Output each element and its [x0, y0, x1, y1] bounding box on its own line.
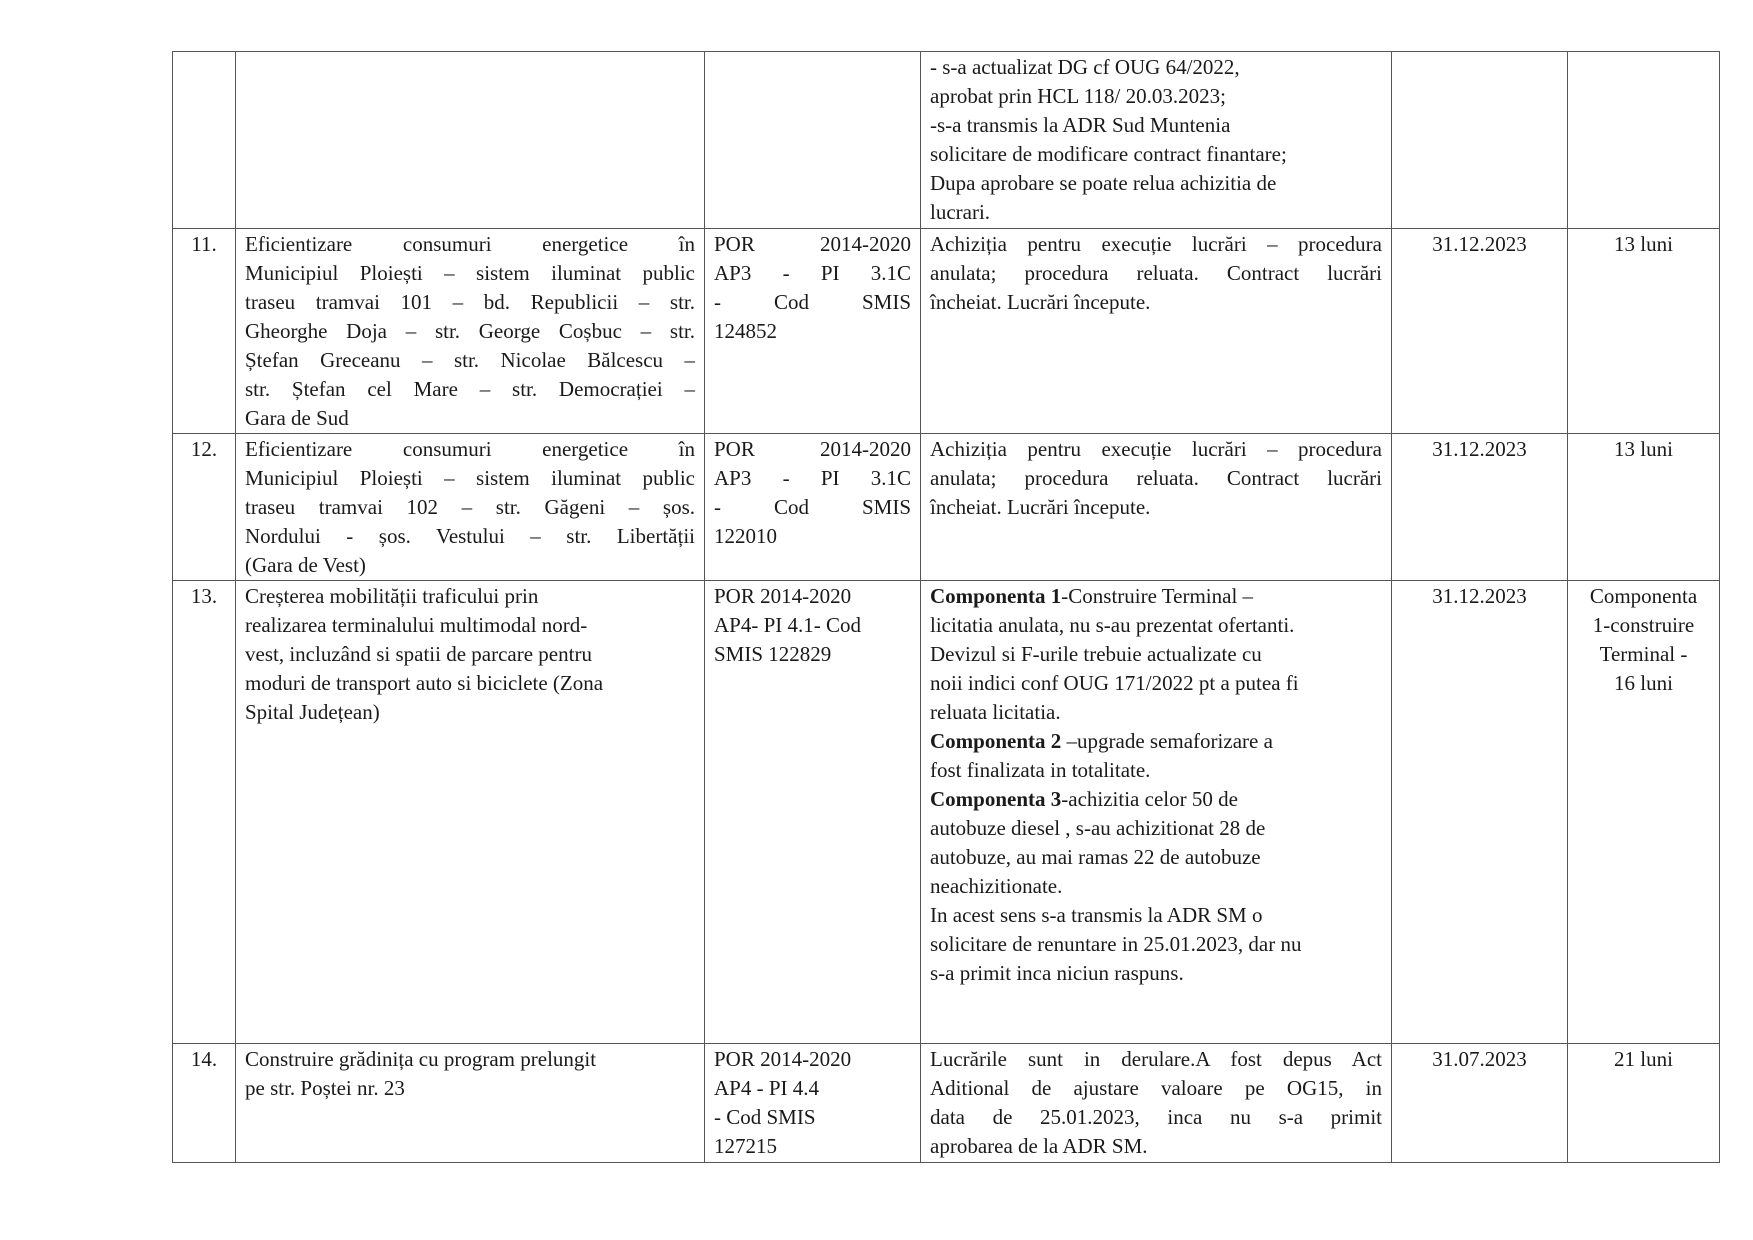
text-line: Gara de Sud — [245, 406, 349, 430]
text-line: Municipiul Ploiești – sistem iluminat public — [245, 261, 695, 285]
text-line: data de 25.01.2023, inca nu s-a primit — [930, 1105, 1382, 1129]
cell-program — [705, 52, 921, 229]
text-line: anulata; procedura reluata. Contract lucrări — [930, 466, 1382, 490]
cell-status — [921, 229, 1392, 434]
cell-status — [921, 1044, 1392, 1163]
text-line: lucrari. — [930, 200, 991, 224]
projects-table — [172, 51, 1720, 1163]
cell-status — [921, 581, 1392, 1044]
text-line: SMIS 122829 — [714, 642, 832, 666]
text-line: - s-a actualizat DG cf OUG 64/2022, — [930, 55, 1240, 79]
text-line — [1401, 53, 1558, 82]
table-row — [173, 229, 1720, 434]
text-line: 122010 — [714, 524, 777, 548]
text-line: traseu tramvai 102 – str. Găgeni – șos. — [245, 495, 695, 519]
text-line: Ștefan Greceanu – str. Nicolae Bălcescu – — [245, 348, 695, 372]
text-line: 31.12.2023 — [1432, 232, 1527, 256]
text-line: Componenta 3-achizitia celor 50 de — [930, 787, 1238, 811]
cell-title — [236, 1044, 705, 1163]
text-line: POR 2014-2020 — [714, 1047, 852, 1071]
cell-title — [236, 581, 705, 1044]
text-line: Eficientizare consumuri energetice în — [245, 437, 695, 461]
text-line: AP3 - PI 3.1C — [714, 261, 911, 285]
text-line: 21 luni — [1614, 1047, 1673, 1071]
text-line: 13 luni — [1614, 232, 1673, 256]
text-line: autobuze diesel , s-au achizitionat 28 de — [930, 816, 1266, 840]
text-line: 31.12.2023 — [1432, 584, 1527, 608]
cell-nr — [173, 52, 236, 229]
text-line: Terminal - — [1599, 642, 1688, 666]
cell-program — [705, 229, 921, 434]
text-line: -s-a transmis la ADR Sud Muntenia — [930, 113, 1231, 137]
bold-label: Componenta 1 — [930, 584, 1062, 608]
text-line: Municipiul Ploiești – sistem iluminat public — [245, 466, 695, 490]
cell-deadline — [1392, 229, 1568, 434]
text-line: Eficientizare consumuri energetice în — [245, 232, 695, 256]
text-line: 127215 — [714, 1134, 777, 1158]
text-line: 14. — [190, 1047, 218, 1071]
text-line: - Cod SMIS — [714, 1105, 816, 1129]
text-line: s-a primit inca niciun raspuns. — [930, 961, 1184, 985]
text-line: traseu tramvai 101 – bd. Republicii – str. — [245, 290, 695, 314]
cell-status — [921, 52, 1392, 229]
cell-status — [921, 434, 1392, 581]
cell-deadline — [1392, 52, 1568, 229]
cell-title — [236, 434, 705, 581]
text-line: autobuze, au mai ramas 22 de autobuze — [930, 845, 1261, 869]
text-line: Achiziția pentru execuție lucrări – procedura — [930, 232, 1382, 256]
bold-label: Componenta 2 — [930, 729, 1062, 753]
text-line: încheiat. Lucrări începute. — [930, 495, 1151, 519]
text-line: (Gara de Vest) — [245, 553, 366, 577]
text-line: solicitare de modificare contract finantare; — [930, 142, 1287, 166]
text-line: str. Ștefan cel Mare – str. Democrației – — [245, 377, 695, 401]
text-line: 1-construire — [1592, 613, 1695, 637]
text-line: AP4 - PI 4.4 — [714, 1076, 820, 1100]
text-line: Construire grădinița cu program prelungit — [245, 1047, 597, 1071]
text-line: Lucrările sunt in derulare.A fost depus Act — [930, 1047, 1382, 1071]
table-row — [173, 581, 1720, 1044]
text-line: 31.12.2023 — [1432, 437, 1527, 461]
text-line: aprobarea de la ADR SM. — [930, 1134, 1148, 1158]
cell-duration — [1568, 434, 1720, 581]
text-line: vest, incluzând si spatii de parcare pentru — [245, 642, 592, 666]
text-line: POR 2014-2020 — [714, 584, 852, 608]
text-line: Achiziția pentru execuție lucrări – procedura — [930, 437, 1382, 461]
cell-deadline — [1392, 581, 1568, 1044]
text-line: - Cod SMIS — [714, 495, 911, 519]
text-line: neachizitionate. — [930, 874, 1063, 898]
cell-duration — [1568, 1044, 1720, 1163]
text-line: - Cod SMIS — [714, 290, 911, 314]
table-row — [173, 1044, 1720, 1163]
cell-deadline — [1392, 434, 1568, 581]
text-line: Componenta 2 –upgrade semaforizare a — [930, 729, 1273, 753]
text-line: Gheorghe Doja – str. George Coșbuc – str. — [245, 319, 695, 343]
text-line: 13 luni — [1614, 437, 1673, 461]
cell-duration — [1568, 229, 1720, 434]
text-line: Dupa aprobare se poate relua achizitia de — [930, 171, 1277, 195]
cell-nr — [173, 229, 236, 434]
text-line: 13. — [190, 584, 218, 608]
text-line: Aditional de ajustare valoare pe OG15, in — [930, 1076, 1382, 1100]
text-line: Nordului - șos. Vestului – str. Libertății — [245, 524, 695, 548]
text-line: Creșterea mobilității traficului prin — [245, 584, 539, 608]
cell-duration — [1568, 581, 1720, 1044]
text-line: noii indici conf OUG 171/2022 pt a putea fi — [930, 671, 1299, 695]
cell-nr — [173, 581, 236, 1044]
cell-deadline — [1392, 1044, 1568, 1163]
text-line: Componenta 1-Construire Terminal – — [930, 584, 1254, 608]
table-body — [173, 52, 1720, 1163]
text-line: POR 2014-2020 — [714, 232, 911, 256]
text-line: aprobat prin HCL 118/ 20.03.2023; — [930, 84, 1226, 108]
text-line: 124852 — [714, 319, 777, 343]
text-line: 12. — [190, 437, 218, 461]
text-line: încheiat. Lucrări începute. — [930, 290, 1151, 314]
text-line: licitatia anulata, nu s-au prezentat ofertanti. — [930, 613, 1295, 637]
cell-duration — [1568, 52, 1720, 229]
text-line: 31.07.2023 — [1432, 1047, 1527, 1071]
text-line: realizarea terminalului multimodal nord- — [245, 613, 588, 637]
text-line: AP3 - PI 3.1C — [714, 466, 911, 490]
text-line: Devizul si F-urile trebuie actualizate cu — [930, 642, 1262, 666]
table-row — [173, 52, 1720, 229]
text-line: 11. — [191, 232, 217, 256]
text-line: Spital Județean) — [245, 700, 380, 724]
cell-nr — [173, 434, 236, 581]
text-line: Componenta — [1589, 584, 1698, 608]
bold-label: Componenta 3 — [930, 787, 1062, 811]
text-line: POR 2014-2020 — [714, 437, 911, 461]
text-line: anulata; procedura reluata. Contract lucrări — [930, 261, 1382, 285]
text-line: pe str. Poștei nr. 23 — [245, 1076, 405, 1100]
text-line: solicitare de renuntare in 25.01.2023, dar nu — [930, 932, 1302, 956]
cell-title — [236, 52, 705, 229]
cell-program — [705, 581, 921, 1044]
cell-nr — [173, 1044, 236, 1163]
text-line: 16 luni — [1614, 671, 1673, 695]
text-line: reluata licitatia. — [930, 700, 1061, 724]
text-line — [182, 53, 226, 82]
cell-title — [236, 229, 705, 434]
text-line: AP4- PI 4.1- Cod — [714, 613, 862, 637]
cell-program — [705, 434, 921, 581]
cell-program — [705, 1044, 921, 1163]
text-line: moduri de transport auto si biciclete (Zona — [245, 671, 604, 695]
table-row — [173, 434, 1720, 581]
text-line: fost finalizata in totalitate. — [930, 758, 1151, 782]
text-line: In acest sens s-a transmis la ADR SM o — [930, 903, 1263, 927]
